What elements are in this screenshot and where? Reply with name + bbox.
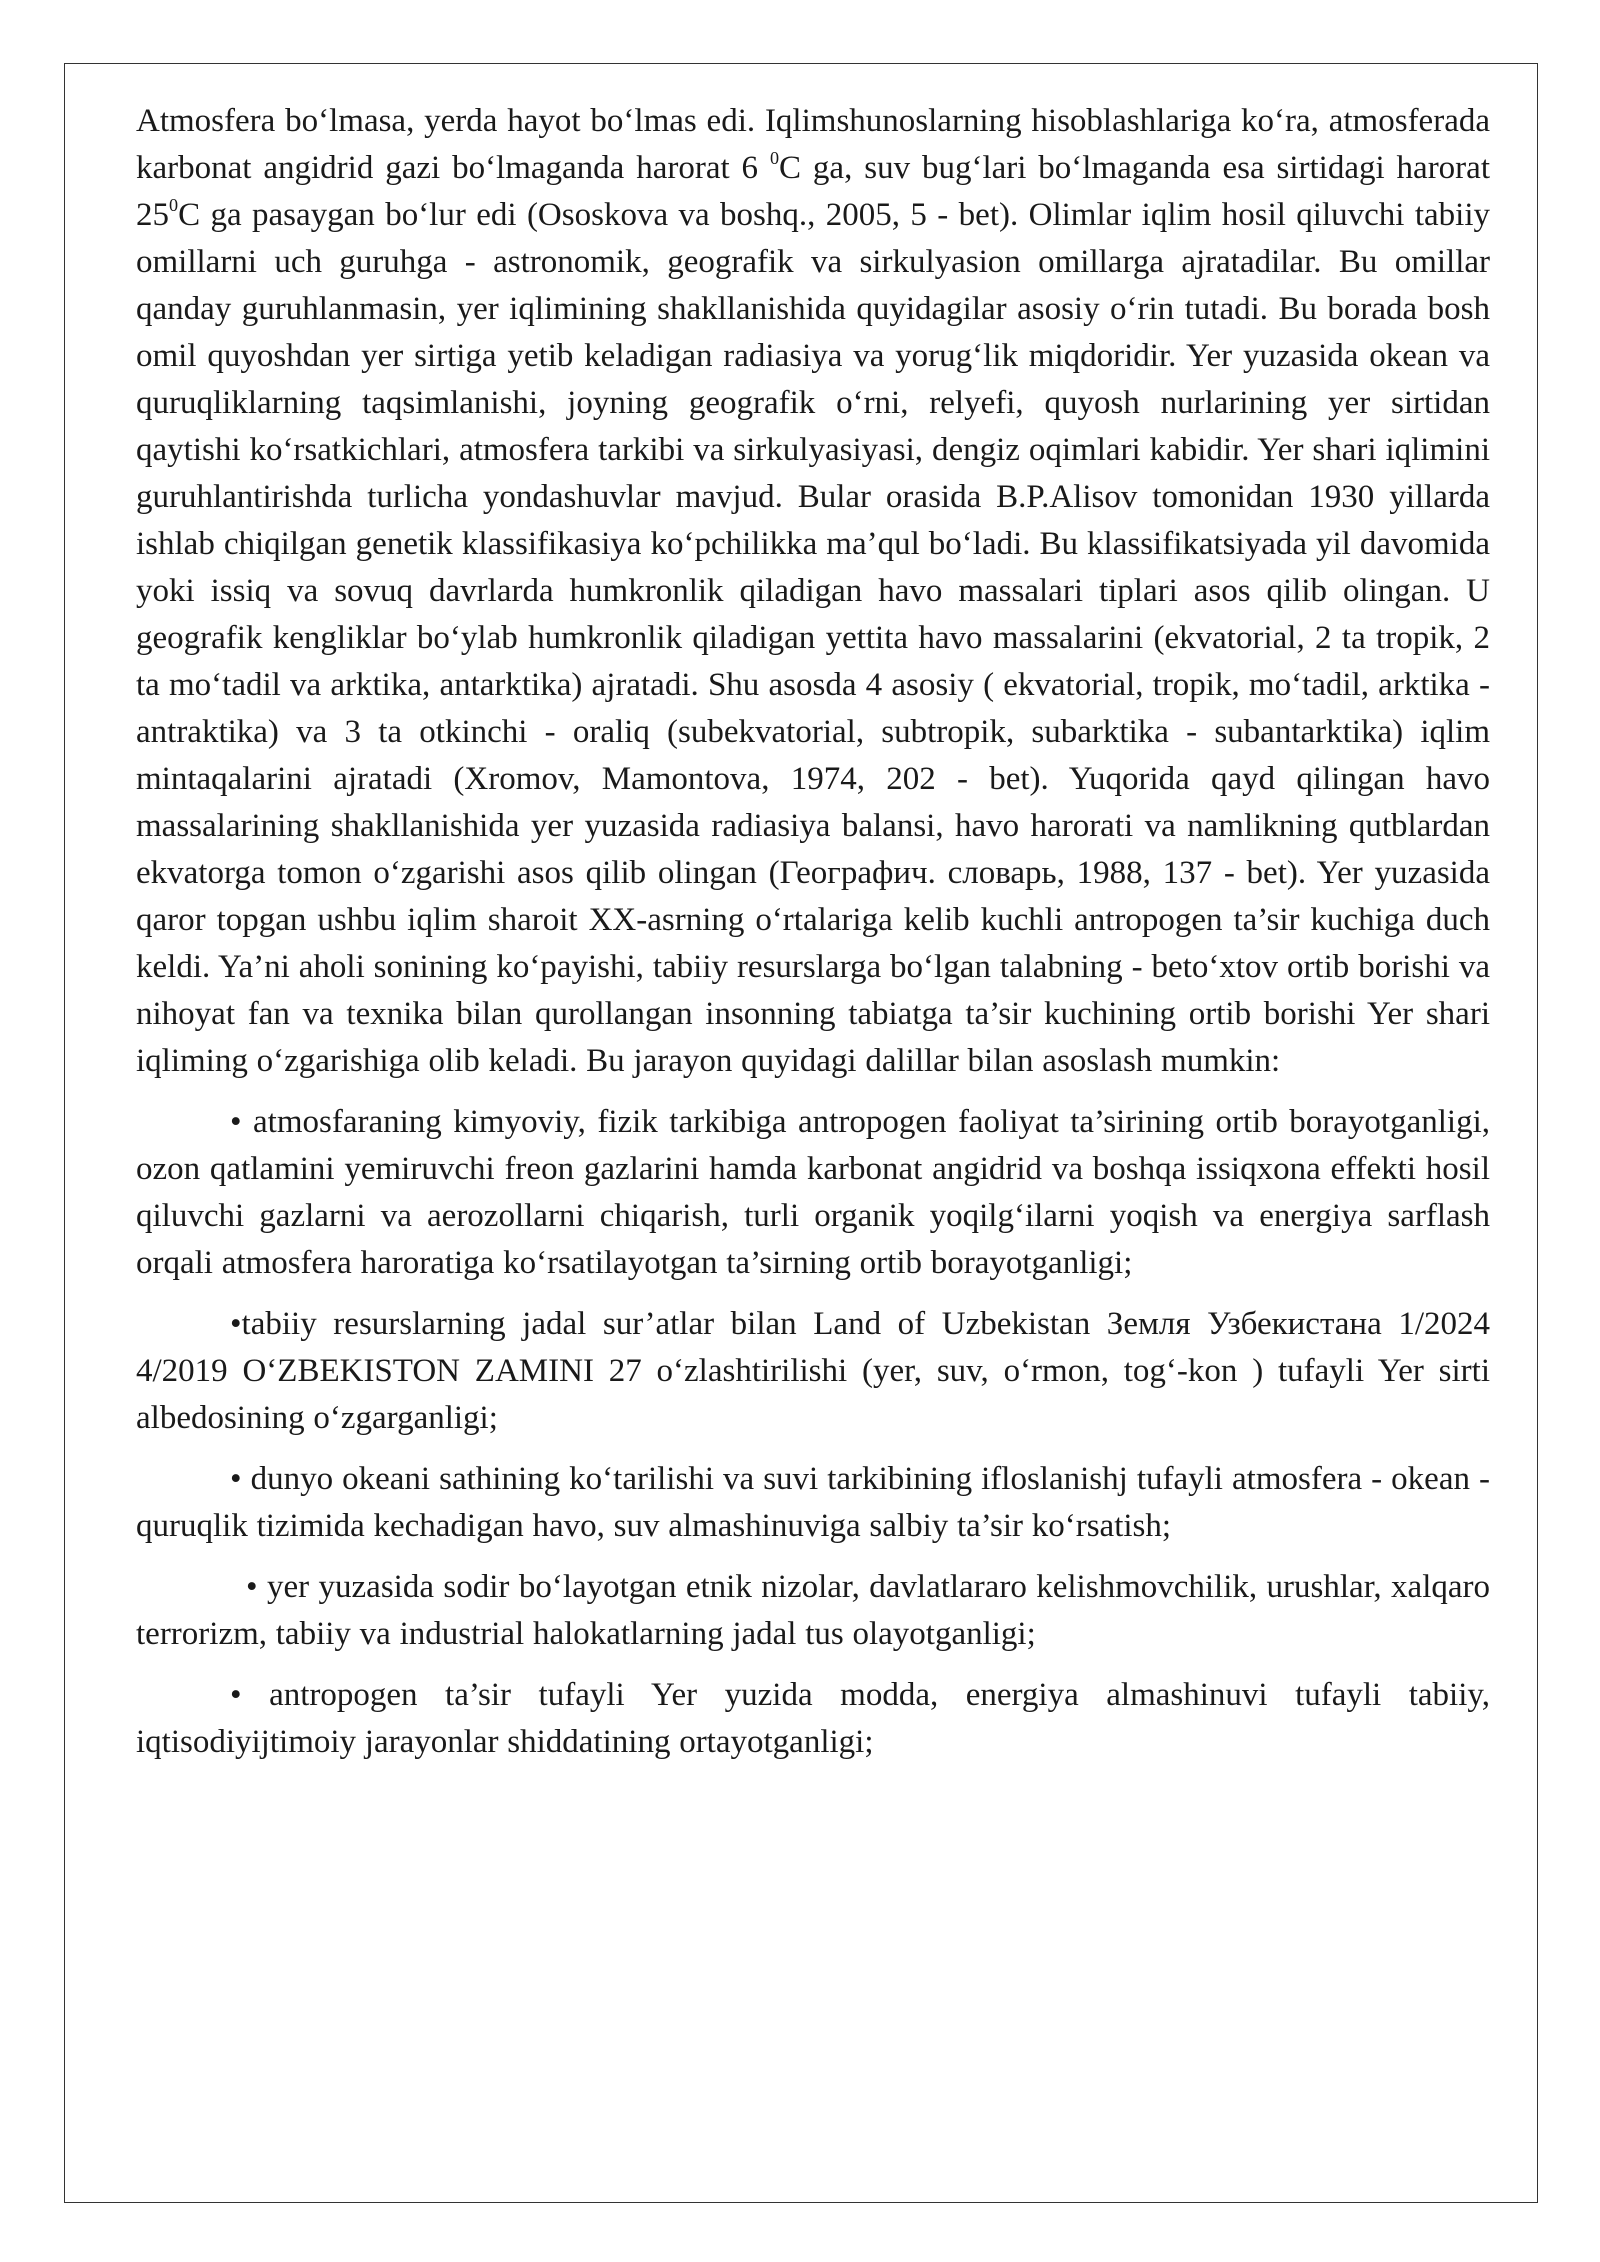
degree-superscript: 0 [769,147,780,168]
bullet-item-2: •tabiiy resurslarning jadal sur’atlar bilan Land of Uzbekistan Земля Узбекистана 1/2024 4/2019 OʻZBEKISTON ZAMINI 27 oʻzlashtirilishi (yer, suv, oʻrmon, togʻ-kon ) tufayli Yer sirti albedosining oʻzgarganligi; [136,1306,1490,1436]
paragraph-text: Atmosfera boʻlmasa, yerda hayot boʻlmas edi. Iqlimshunoslarning hisoblashlariga koʻra, atmosferada karbonat angidrid gazi boʻlmaganda harorat 6 [136,103,1490,186]
degree-superscript: 0 [169,194,179,215]
bullet-item-1: • atmosfaraning kimyoviy, fizik tarkibiga antropogen faoliyat ta’sirining ortib borayotganligi, ozon qatlamini yemiruvchi freon gazlarini hamda karbonat angidrid va boshqa issiqxona effekti hosil qiluvchi gazlarni va aerozollarni chiqarish, turli organik yoqilgʻilarni yoqish va energiya sarflash orqali atmosfera haroratiga koʻrsatilayotgan ta’sirning ortib borayotganligi; [136,1104,1490,1281]
bullet-item-4: • yer yuzasida sodir boʻlayotgan etnik nizolar, davlatlararo kelishmovchilik, urushlar, xalqaro terrorizm, tabiiy va industrial halokatlarning jadal tus olayotganligi; [136,1569,1490,1652]
paragraph-text: C ga pasaygan boʻlur edi (Ososkova va boshq., 2005, 5 - bet). Olimlar iqlim hosil qiluvchi tabiiy omillarni uch guruhga - astronomik, geografik va sirkulyasion omillarga ajratadilar. Bu omillar qanday guruhlanmasin, yer iqlimining shakllanishida quyidagilar asosiy oʻrin tutadi. Bu borada bosh omil quyoshdan yer sirtiga yetib keladigan radiasiya va yorugʻlik miqdoridir. Yer yuzasida okean va quruqliklarning taqsimlanishi, joyning geografik oʻrni, relyefi, quyosh nurlarining yer sirtidan qaytishi koʻrsatkichlari, atmosfera tarkibi va sirkulyasiyasi, dengiz oqimlari kabidir. Yer shari iqlimini guruhlantirishda turlicha yondashuvlar mavjud. Bular orasida B.P.Alisov tomonidan 1930 yillarda ishlab chiqilgan genetik klassifikasiya koʻpchilikka ma’qul boʻladi. Bu klassifikatsiyada yil davomida yoki issiq va sovuq davrlarda humkronlik qiladigan havo massalari tiplari asos qilib olingan. U geografik kengliklar boʻylab humkronlik qiladigan yettita havo massalarini (ekvatorial, 2 ta tropik, 2 ta moʻtadil va arktika, antarktika) ajratadi. Shu asosda 4 asosiy ( ekvatorial, tropik, moʻtadil, arktika - antraktika) va 3 ta otkinchi - oraliq (subekvatorial, subtropik, subarktika - subantarktika) iqlim mintaqalarini ajratadi (Xromov, Mamontova, 1974, 202 - bet). Yuqorida qayd qilingan havo massalarining shakllanishida yer yuzasida radiasiya balansi, havo harorati va namlikning qutblardan ekvatorga tomon oʻzgarishi asos qilib olingan (Географич. словарь, 1988, 137 - bet). Yer yuzasida qaror topgan ushbu iqlim sharoit XX-asrning oʻrtalariga kelib kuchli antropogen ta’sir kuchiga duch keldi. Ya’ni aholi sonining koʻpayishi, tabiiy resurslarga boʻlgan talabning - betoʻxtov ortib borishi va nihoyat fan va texnika bilan qurollangan insonning tabiatga ta’sir kuchining ortib borishi Yer shari iqliming oʻzgarishiga olib keladi. Bu jarayon quyidagi dalillar bilan asoslash mumkin: [136,197,1490,1079]
document-body [136,98,1490,1766]
body-paragraph [136,98,1490,1085]
bullet-item-5: • antropogen ta’sir tufayli Yer yuzida modda, energiya almashinuvi tufayli tabiiy, iqtisodiyijtimoiy jarayonlar shiddatining ortayotganligi; [136,1677,1490,1760]
paragraph-text: C ga, suv bugʻlari boʻlmaganda esa sirtidagi harorat 25 [136,150,1490,233]
bullet-item-3: • dunyo okeani sathining koʻtarilishi va suvi tarkibining ifloslanishj tufayli atmosfera - okean - quruqlik tizimida kechadigan havo, suv almashinuviga salbiy ta’sir koʻrsatish; [136,1461,1490,1544]
